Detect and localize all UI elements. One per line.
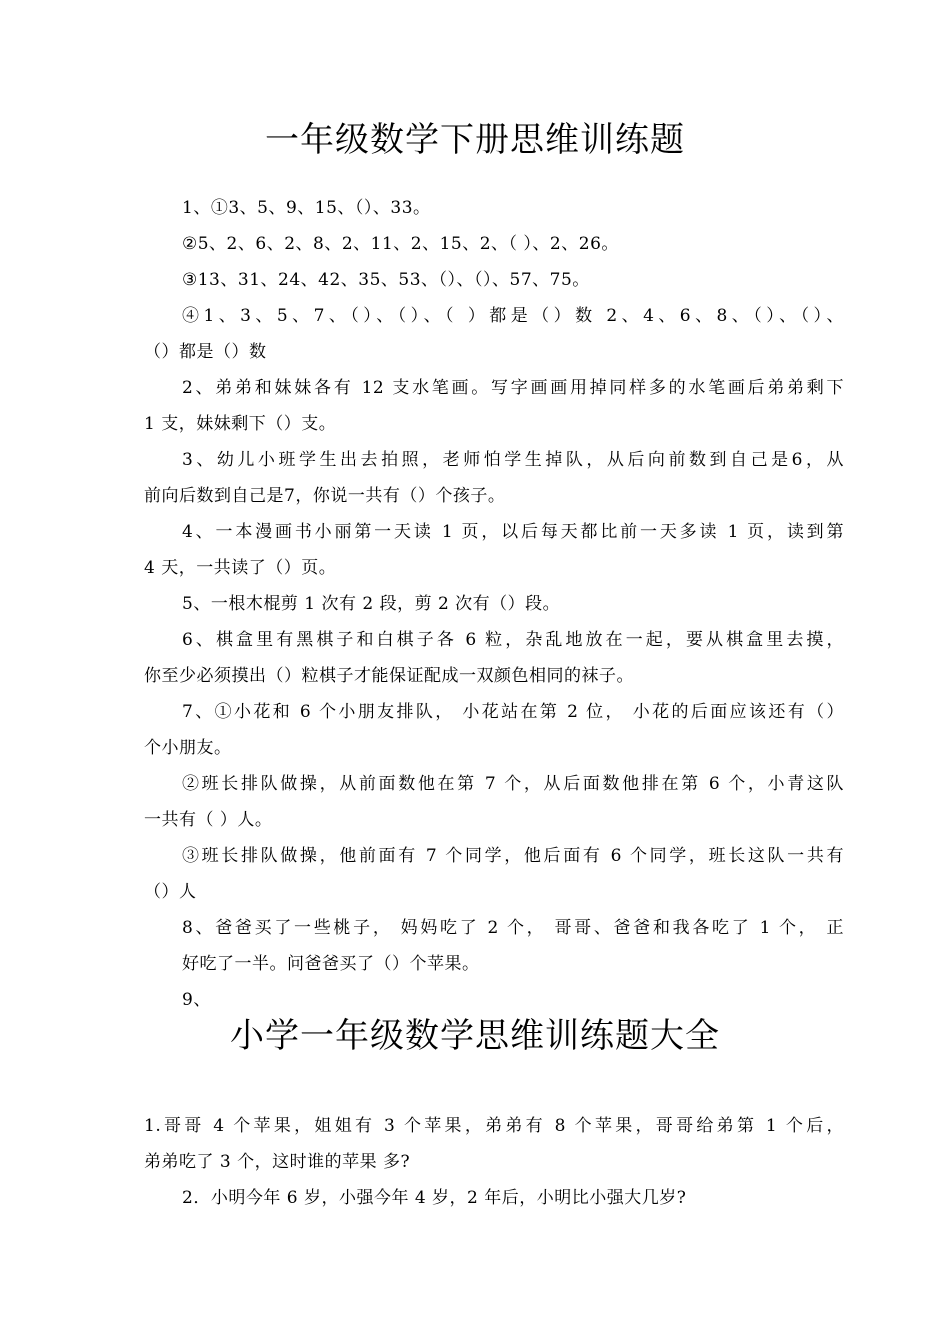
page-title: 一年级数学下册思维训练题 bbox=[265, 120, 685, 160]
question-1d-line2: （）都是（）数 bbox=[144, 342, 267, 362]
question-3-line2: 前向后数到自己是7，你说一共有（）个孩子。 bbox=[144, 486, 506, 506]
question-7c-line2: （）人 bbox=[144, 882, 197, 902]
question-1a: 1、①3、5、9、15、（）、33。 bbox=[182, 198, 431, 218]
question-7a-line1: 7、①小花和 6 个小朋友排队， 小花站在第 2 位， 小花的后面应该还有（） bbox=[182, 702, 844, 722]
question-1b: ②5、2、6、2、8、2、11、2、15、2、（ ）、2、26。 bbox=[182, 234, 619, 254]
question-6-line1: 6、棋盒里有黑棋子和白棋子各 6 粒，杂乱地放在一起，要从棋盒里去摸， bbox=[182, 630, 844, 650]
question-7b-line1: ②班长排队做操，从前面数他在第 7 个，从后面数他排在第 6 个，小青这队 bbox=[182, 774, 844, 794]
question-8-line1: 8、爸爸买了一些桃子， 妈妈吃了 2 个， 哥哥、爸爸和我各吃了 1 个， 正 bbox=[182, 918, 844, 938]
section-title: 小学一年级数学思维训练题大全 bbox=[230, 1016, 720, 1056]
question-1c: ③13、31、24、42、35、53、（）、（）、57、75。 bbox=[182, 270, 590, 290]
question-4-line2: 4 天，一共读了（）页。 bbox=[144, 558, 337, 578]
problem-1-line2: 弟弟吃了 3 个，这时谁的苹果 多? bbox=[144, 1152, 411, 1172]
question-9: 9、 bbox=[182, 990, 211, 1010]
question-8-line2: 好吃了一半。问爸爸买了（）个苹果。 bbox=[182, 954, 480, 974]
problem-1-line1: 1.哥哥 4 个苹果，姐姐有 3 个苹果，弟弟有 8 个苹果，哥哥给弟第 1 个后， bbox=[144, 1116, 844, 1136]
question-2-line1: 2、弟弟和妹妹各有 12 支水笔画。写字画画用掉同样多的水笔画后弟弟剩下 bbox=[182, 378, 844, 398]
problem-2: 2．小明今年 6 岁，小强今年 4 岁，2 年后，小明比小强大几岁? bbox=[182, 1188, 687, 1208]
question-6-line2: 你至少必须摸出（）粒棋子才能保证配成一双颜色相同的袜子。 bbox=[144, 666, 634, 686]
question-3-line1: 3、幼儿小班学生出去拍照，老师怕学生掉队，从后向前数到自己是6，从 bbox=[182, 450, 844, 470]
question-7c-line1: ③班长排队做操，他前面有 7 个同学，他后面有 6 个同学，班长这队一共有 bbox=[182, 846, 844, 866]
question-2-line2: 1 支，妹妹剩下（）支。 bbox=[144, 414, 337, 434]
question-7a-line2: 个小朋友。 bbox=[144, 738, 232, 758]
question-7b-line2: 一共有（ ）人。 bbox=[144, 810, 273, 830]
question-1d-line1: ④1、3、5、7、（）、（）、（ ）都是（）数 2、4、6、8、（）、（）、 bbox=[182, 306, 844, 326]
question-4-line1: 4、一本漫画书小丽第一天读 1 页，以后每天都比前一天多读 1 页，读到第 bbox=[182, 522, 844, 542]
question-5: 5、一根木棍剪 1 次有 2 段，剪 2 次有（）段。 bbox=[182, 594, 561, 614]
